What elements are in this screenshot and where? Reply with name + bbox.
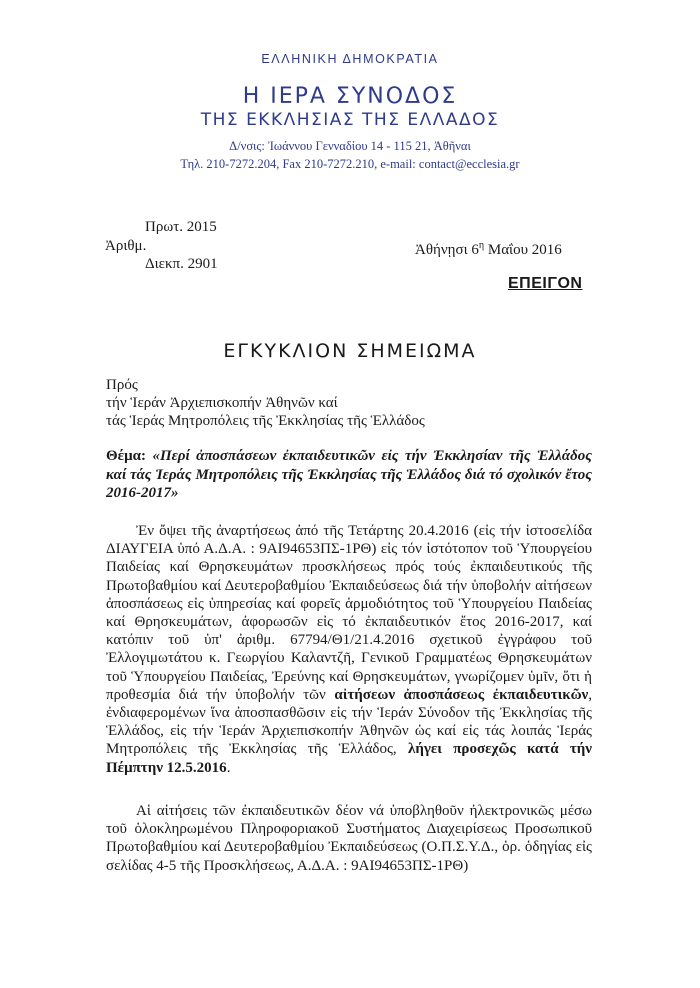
urgent-label: ΕΠΕΙΓΟΝ <box>508 275 583 292</box>
number-label: Ἀριθμ. <box>105 238 147 254</box>
date-suffix: Μαΐου 2016 <box>484 242 562 258</box>
p1-text-c: , ἐνδιαφερομένων ἵνα ἀποσπασθῶσιν εἰς τήν Ἱεράν Σύνοδον τῆς Ἐκκλησίας τῆς Ἑλλάδος, εἰς τήν Ἱεράν Ἀρχιεπισκοπήν Ἀθηνῶν ὡς καί εἰς τάς λοιπάς Ἱεράς Μητροπόλεις τῆς Ἐκκλησίας τῆς Ἑλλάδος, <box>106 686 593 758</box>
p1-bold-applications: αἰτήσεων ἀποσπάσεως ἐκπαιδευτικῶν <box>334 686 589 703</box>
document-date <box>415 240 562 259</box>
contact-line: Τηλ. 210-7272.204, Fax 210-7272.210, e-mail: contact@ecclesia.gr <box>180 157 520 171</box>
recipient-line-2: τάς Ἱεράς Μητροπόλεις τῆς Ἐκκλησίας τῆς Ἑλλάδος <box>106 413 425 429</box>
recipient-line-1: τήν Ἱεράν Ἀρχιεπισκοπήν Ἀθηνῶν καί <box>106 395 338 411</box>
subject-label: Θέμα: <box>106 448 146 464</box>
dispatch-number: Διεκπ. 2901 <box>145 256 218 272</box>
body-paragraph-2: Αἱ αἰτήσεις τῶν ἐκπαιδευτικῶν δέον νά ὑποβληθοῦν ἠλεκτρονικῶς μέσω τοῦ ὁλοκληρωμένου Πληροφοριακοῦ Συστήματος Διαχειρίσεως Προσωπικοῦ Πρωτοβαθμίου καί Δευτεροβαθμίου Ἐκπαιδεύσεως (Ο.Π.Σ.Υ.Δ., ὁρ. ὁδηγίας εἰς σελίδας 4-5 τῆς Προσκλήσεως, Α.Δ.Α. : 9ΑΙ94653ΠΣ-1ΡΘ) <box>106 803 592 874</box>
republic-heading: ΕΛΛΗΝΙΚΗ ΔΗΜΟΚΡΑΤΙΑ <box>261 52 439 66</box>
p1-text-a: Ἐν ὄψει τῆς ἀναρτήσεως ἀπό τῆς Τετάρτης 20.4.2016 (εἰς τήν ἱστοσελίδα ΔΙΑΥΓΕΙΑ ὑπό Α.Δ.Α. : 9ΑΙ94653ΠΣ-1ΡΘ) εἰς τόν ἱστότοπον τοῦ Ὑπουργείου Παιδείας καί Θρησκευμάτων προσκλήσεως πρός τούς ἐκπαιδευτικούς τῆς Πρωτοβαθμίου καί Δευτεροβαθμίου Ἐκπαιδεύσεως διά τήν ὑποβολήν αἰτήσεων ἀποσπάσεως εἰς ὑπηρεσίας καί φορεῖς ἁρμοδιότητος τοῦ Ὑπουργείου Παιδείας καί Θρησκευμάτων, ἀφορωσῶν εἰς τό ἐκπαιδευτικόν ἔτος 2016-2017, καί κατόπιν τοῦ ὑπ' ἀριθμ. 67794/Θ1/21.4.2016 σχετικοῦ ἐγγράφου τοῦ Ἐλλογιμωτάτου κ. Γεωργίου Καλαντζῆ, Γενικοῦ Γραμματέως Θρησκευμάτων τοῦ Ὑπουργείου Παιδείας, Ἐρεύνης καί Θρησκευμάτων, γνωρίζομεν ὑμῖν, ὅτι ἡ προθεσμία διά τήν ὑποβολήν τῶν <box>106 523 592 703</box>
synod-heading: Η ΙΕΡΑ ΣΥΝΟΔΟΣ <box>242 84 458 109</box>
p1-bold-deadline: λήγει προσεχῶς κατά τήν Πέμπτην 12.5.2016 <box>106 741 592 776</box>
date-superscript: η <box>478 240 485 251</box>
subject-block <box>106 447 592 503</box>
date-prefix: Ἀθήνῃσι 6 <box>415 242 479 258</box>
body-paragraph-1 <box>106 522 592 777</box>
address-line: Δ/νσις: Ἰωάννου Γενναδίου 14 - 115 21, Ἀθῆναι <box>229 139 471 153</box>
recipient-to: Πρός <box>106 377 138 393</box>
document-title: ΕΓΚΥΚΛΙΟΝ ΣΗΜΕΙΩΜΑ <box>223 340 477 362</box>
p1-text-e: . <box>226 759 231 776</box>
subject-text: «Περί ἀποσπάσεων ἐκπαιδευτικῶν εἰς τήν Ἐκκλησίαν τῆς Ἑλλάδος καί τάς Ἱεράς Μητροπόλεις τῆς Ἐκκλησίας τῆς Ἑλλάδος διά τό σχολικόν ἔτος 2016-2017» <box>106 448 592 501</box>
church-heading: ΤΗΣ ΕΚΚΛΗΣΙΑΣ ΤΗΣ ΕΛΛΑΔΟΣ <box>200 110 500 130</box>
protocol-number: Πρωτ. 2015 <box>145 219 217 235</box>
